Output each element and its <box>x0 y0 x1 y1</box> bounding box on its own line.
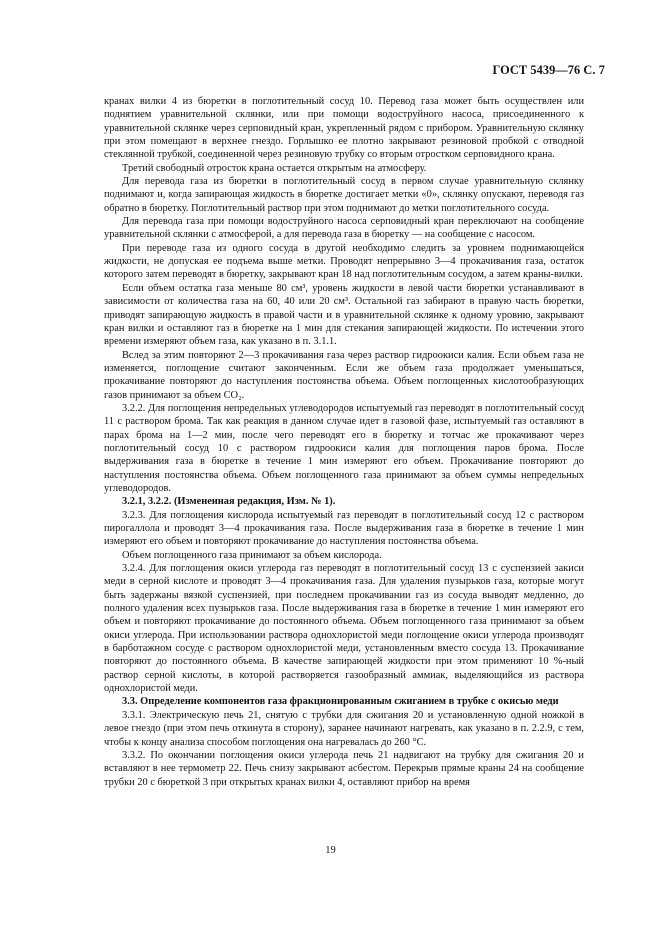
paragraph: кранах вилки 4 из бюретки в поглотительный сосуд 10. Перевод газа может быть осуществлен или поднятием уравнительной склянки, или при помощи водоструйного насоса, присоединенного к уравнительной склянке через серповидный кран, укрепленный рядом с прибором. Уравнительную склянку при этом помещают в верхнее гнездо. Горлышко ее плотно закрывают резиновой пробкой с отводной стеклянной трубкой, соединенной через резиновую трубку со вторым отростком серповидного крана. <box>104 96 584 161</box>
document-body <box>104 95 584 789</box>
paragraph: 3.2.2. Для поглощения непредельных углеводородов испытуемый газ переводят в поглотительный сосуд 11 с раствором брома. Так как реакция в данном случае идет в газовой фазе, испытуемый газ оставляют в парах брома на 1—2 мин, после чего переводят его в бюретку и тотчас же прокачивают через поглотительный сосуд 10 с раствором гидроокиси калия для поглощения паров брома. После выдерживания газа в бюретке в течение 1 мин измеряют его объем. Прокачивание повторяют до наступления постоянства объема. Объем поглощенного газа принимают за объем суммы непредельных углеводородов. <box>104 402 584 494</box>
paragraph: 3.2.3. Для поглощения кислорода испытуемый газ переводят в поглотительный сосуд 12 с раствором пирогаллола и проводят 3—4 прокачивания газа. После выдерживания газа в бюретке в течение 1 мин измеряют его объем и повторяют прокачивание до наступления постоянства объема. <box>104 509 584 548</box>
paragraph: 3.3.2. По окончании поглощения окиси углерода печь 21 надвигают на трубку для сжигания 20 и вставляют в нее термометр 22. Печь снизу закрывают асбестом. Перекрыв прямые краны 24 на сообщение трубки 20 с бюреткой 3 при открытых кранах вилки 4, оставляют прибор на время <box>104 749 584 788</box>
paragraph: При переводе газа из одного сосуда в другой необходимо следить за уровнем поднимающейся жидкости, не допуская ее подъема выше метки. Проводят непрерывно 3—4 прокачивания газа, остаток которого затем переводят в бюретку, закрывают кран 18 над поглотительным сосудом, а затем краны-вилки. <box>104 242 584 281</box>
section-heading: 3.3. Определение компонентов газа фракционированным сжиганием в трубке с окисью меди <box>122 696 559 708</box>
section-heading: 3.2.1, 3.2.2. (Измененная редакция, Изм. № 1). <box>122 496 336 508</box>
paragraph: 3.3.1. Электрическую печь 21, снятую с трубки для сжигания 20 и установленную одной ножкой в левое гнездо (при этом печь откинута в сторону), заранее начинают нагревать, как указано в п. 2.2.9, с тем, чтобы к концу анализа способом поглощения она нагревалась до 260 °С. <box>104 709 584 748</box>
paragraph: Объем поглощенного газа принимают за объем кислорода. <box>122 549 382 561</box>
standard-header: ГОСТ 5439—76 С. 7 <box>492 63 605 77</box>
paragraph: Третий свободный отросток крана остается открытым на атмосферу. <box>122 162 427 174</box>
page-number: 19 <box>325 845 336 856</box>
paragraph: Если объем остатка газа меньше 80 см³, уровень жидкости в левой части бюретки устанавливают в зависимости от количества газа на 60, 40 или 20 см³. Остальной газ забирают в правую часть бюретки, приводят запирающую жидкость в правой части и в уравнительной склянке к одному уровню, закрывают кран вилки и оставляют газ в бюретке на 1 мин для стекания запирающей жидкости. По истечении этого времени измеряют объем газа, как указано в п. 3.1.1. <box>104 282 584 348</box>
paragraph: Для перевода газа из бюретки в поглотительный сосуд в первом случае уравнительную склянку поднимают и, когда запирающая жидкость в бюретке достигает метки «0», склянку опускают, переводя газ обратно в бюретку. Поглотительный раствор при этом поднимают до метки поглотительного сосуда. <box>104 176 584 214</box>
paragraph: Для перевода газа при помощи водоструйного насоса серповидный кран переключают на сообщение уравнительной склянки с атмосферой, а для перевода газа в бюретку — на сообщение с насосом. <box>104 216 584 241</box>
paragraph: Вслед за этим повторяют 2—3 прокачивания газа через раствор гидроокиси калия. Если объем газа не изменяется, поглощение считают законченным. Если же объем газа продолжает уменьшаться, прокачивание повторяют до наступления постоянства объема. Объем поглощенных кислотообразующих газов принимают за объем CO₂. <box>104 349 584 401</box>
paragraph: 3.2.4. Для поглощения окиси углерода газ переводят в поглотительный сосуд 13 с суспензией закиси меди в серной кислоте и проводят 3—4 прокачивания газа. Для удаления пузырьков газа, которые могут быть задержаны вязкой суспензией, при последнем прокачивании газ из сосуда выводят медленно, до полного удаления всех пузырьков газа. После выдерживания газа в бюретке в течение 1 мин измеряют его объем и повторяют прокачивание до постоянного объема. Объем поглощенного газа принимают за объем окиси углерода. При использовании раствора однохлористой меди поглощение окиси углерода производят в барботажном сосуде с раствором однохлористой меди, установленным вместо сосуда 13. Прокачивание повторяют до постоянного объема. В качестве запирающей жидкости при этом применяют 10 %-ный раствор серной кислоты, в которой растворяется газообразный аммиак, выделяющийся из раствора однохлористой меди. <box>104 563 584 695</box>
